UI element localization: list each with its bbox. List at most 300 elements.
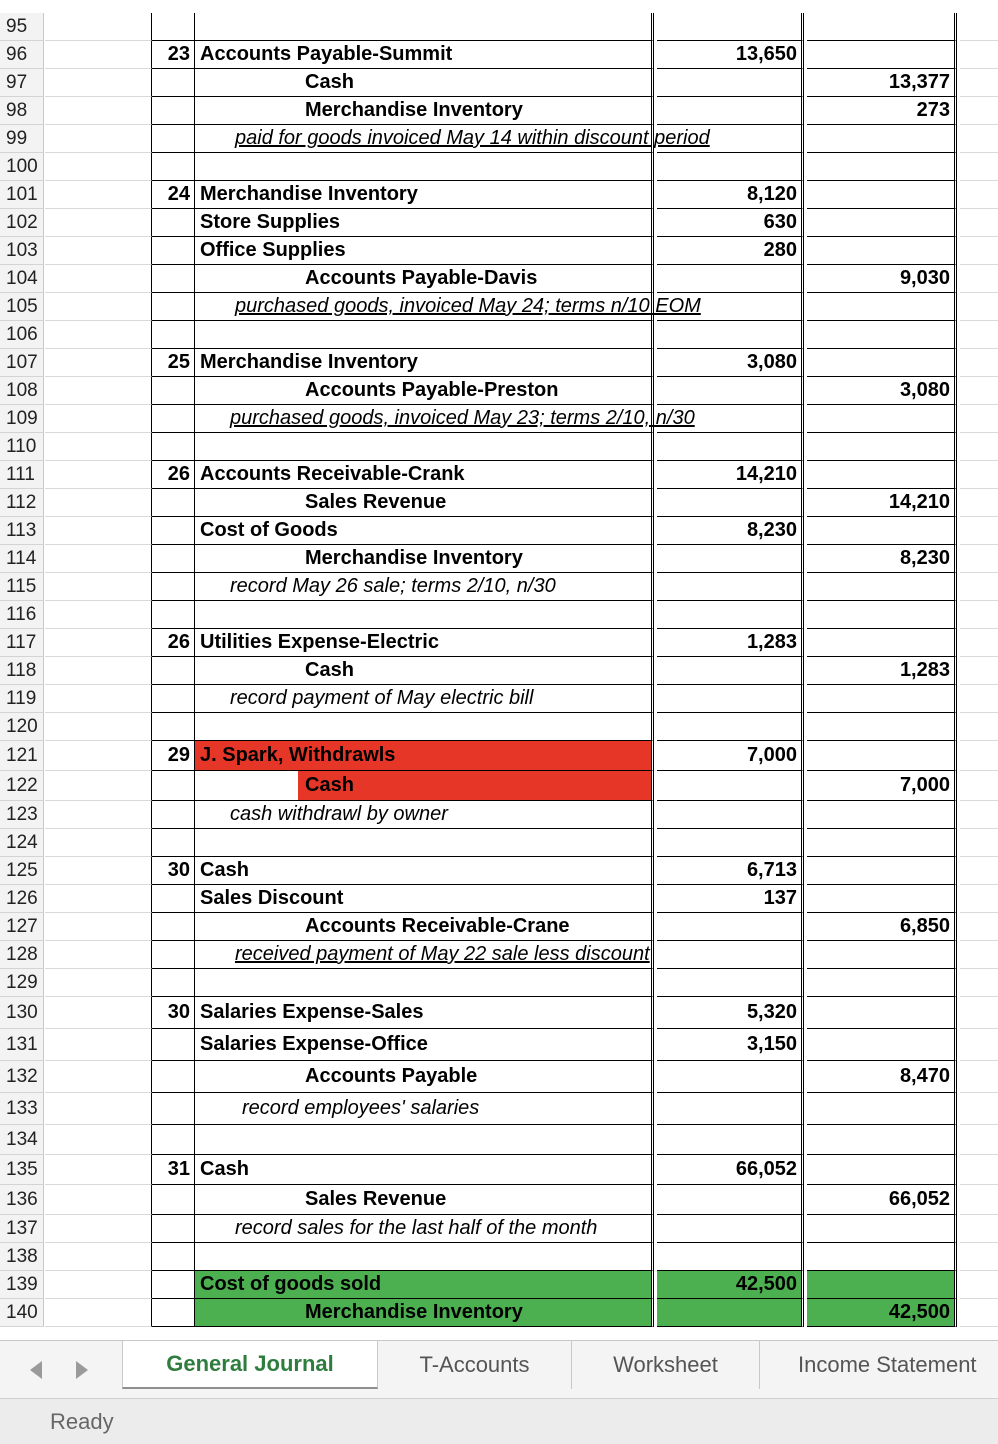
cell-credit[interactable] (807, 405, 957, 433)
cell-date[interactable] (152, 629, 195, 657)
cell-credit[interactable] (807, 377, 957, 405)
cell-credit[interactable] (807, 433, 957, 461)
cell-date[interactable] (152, 517, 195, 545)
cell-a[interactable] (45, 601, 152, 629)
cell-account[interactable] (195, 657, 654, 685)
cell-date[interactable] (152, 125, 195, 153)
cell-f[interactable] (960, 181, 998, 209)
cell-date[interactable] (152, 1061, 195, 1093)
cell-account[interactable] (195, 13, 654, 41)
cell-account[interactable] (195, 1093, 654, 1125)
cell-f[interactable] (960, 405, 998, 433)
cell-f[interactable] (960, 209, 998, 237)
cell-account[interactable] (195, 1243, 654, 1271)
cell-credit[interactable] (807, 125, 957, 153)
cell-account[interactable] (195, 517, 654, 545)
cell-a[interactable] (45, 349, 152, 377)
cell-credit[interactable] (807, 517, 957, 545)
cell-f[interactable] (960, 1155, 998, 1185)
row-header[interactable]: 116 (0, 601, 44, 629)
cell-a[interactable] (45, 125, 152, 153)
cell-account[interactable] (195, 1061, 654, 1093)
cell-account[interactable] (195, 405, 695, 433)
cell-account[interactable] (195, 941, 654, 969)
row-header[interactable]: 126 (0, 885, 44, 913)
cell-f[interactable] (960, 545, 998, 573)
cell-a[interactable] (45, 1061, 152, 1093)
cell-account[interactable] (195, 629, 654, 657)
cell-account[interactable] (195, 801, 654, 829)
cell-credit[interactable] (807, 629, 957, 657)
cell-f[interactable] (960, 489, 998, 517)
cell-date[interactable] (152, 941, 195, 969)
cell-f[interactable] (960, 97, 998, 125)
cell-credit[interactable] (807, 1215, 957, 1243)
row-header[interactable]: 130 (0, 997, 44, 1029)
cell-debit[interactable] (657, 941, 804, 969)
cell-account[interactable] (195, 1185, 654, 1215)
cell-a[interactable] (45, 573, 152, 601)
cell-account[interactable] (195, 1029, 654, 1061)
cell-a[interactable] (45, 293, 152, 321)
cell-a[interactable] (45, 857, 152, 885)
cell-account[interactable] (195, 573, 654, 601)
cell-credit[interactable] (807, 771, 957, 801)
cell-a[interactable] (45, 377, 152, 405)
cell-f[interactable] (960, 1061, 998, 1093)
cell-date[interactable] (152, 713, 195, 741)
row-header[interactable]: 106 (0, 321, 44, 349)
cell-f[interactable] (960, 741, 998, 771)
tab-worksheet[interactable]: Worksheet (572, 1341, 760, 1389)
row-header[interactable]: 119 (0, 685, 44, 713)
cell-a[interactable] (45, 657, 152, 685)
cell-account[interactable] (195, 181, 654, 209)
cell-credit[interactable] (807, 1029, 957, 1061)
row-header[interactable]: 133 (0, 1093, 44, 1125)
cell-debit[interactable] (657, 349, 804, 377)
cell-date[interactable] (152, 321, 195, 349)
cell-f[interactable] (960, 857, 998, 885)
cell-credit[interactable] (807, 601, 957, 629)
row-header[interactable]: 131 (0, 1029, 44, 1061)
cell-f[interactable] (960, 601, 998, 629)
cell-account[interactable] (195, 1299, 654, 1327)
cell-debit[interactable] (657, 997, 804, 1029)
cell-debit[interactable] (657, 517, 804, 545)
cell-debit[interactable] (657, 97, 804, 125)
cell-a[interactable] (45, 41, 152, 69)
cell-a[interactable] (45, 885, 152, 913)
cell-account[interactable] (195, 885, 654, 913)
cell-f[interactable] (960, 573, 998, 601)
cell-account[interactable] (195, 433, 654, 461)
cell-credit[interactable] (807, 997, 957, 1029)
cell-date[interactable] (152, 913, 195, 941)
cell-date[interactable] (152, 741, 195, 771)
cell-f[interactable] (960, 1271, 998, 1299)
cell-credit[interactable] (807, 969, 957, 997)
cell-a[interactable] (45, 829, 152, 857)
cell-account[interactable] (195, 913, 654, 941)
row-header[interactable]: 134 (0, 1125, 44, 1155)
cell-a[interactable] (45, 1155, 152, 1185)
cell-date[interactable] (152, 885, 195, 913)
cell-f[interactable] (960, 771, 998, 801)
cell-credit[interactable] (807, 829, 957, 857)
cell-account[interactable] (195, 1125, 654, 1155)
cell-date[interactable] (152, 857, 195, 885)
row-header[interactable]: 122 (0, 771, 44, 801)
cell-debit[interactable] (657, 41, 804, 69)
cell-f[interactable] (960, 885, 998, 913)
row-header[interactable]: 138 (0, 1243, 44, 1271)
cell-f[interactable] (960, 801, 998, 829)
cell-a[interactable] (45, 913, 152, 941)
cell-a[interactable] (45, 997, 152, 1029)
cell-f[interactable] (960, 69, 998, 97)
cell-debit[interactable] (657, 153, 804, 181)
cell-a[interactable] (45, 741, 152, 771)
row-header[interactable]: 129 (0, 969, 44, 997)
cell-a[interactable] (45, 321, 152, 349)
cell-debit[interactable] (657, 237, 804, 265)
cell-date[interactable] (152, 1029, 195, 1061)
row-header[interactable]: 97 (0, 69, 44, 97)
cell-debit[interactable] (657, 489, 804, 517)
cell-a[interactable] (45, 405, 152, 433)
cell-f[interactable] (960, 997, 998, 1029)
row-header[interactable]: 102 (0, 209, 44, 237)
cell-account[interactable] (195, 489, 654, 517)
cell-a[interactable] (45, 1093, 152, 1125)
cell-date[interactable] (152, 1215, 195, 1243)
cell-account[interactable] (195, 321, 654, 349)
cell-credit[interactable] (807, 237, 957, 265)
cell-date[interactable] (152, 1299, 195, 1327)
cell-date[interactable] (152, 153, 195, 181)
cell-f[interactable] (960, 1215, 998, 1243)
cell-f[interactable] (960, 913, 998, 941)
cell-f[interactable] (960, 1299, 998, 1327)
cell-date[interactable] (152, 1093, 195, 1125)
cell-f[interactable] (960, 1029, 998, 1061)
cell-debit[interactable] (657, 629, 804, 657)
cell-debit[interactable] (657, 545, 804, 573)
cell-debit[interactable] (657, 1271, 804, 1299)
cell-f[interactable] (960, 41, 998, 69)
row-header[interactable]: 136 (0, 1185, 44, 1215)
cell-date[interactable] (152, 181, 195, 209)
scroll-right-arrow-icon[interactable] (76, 1361, 88, 1379)
cell-account[interactable] (195, 1155, 654, 1185)
cell-a[interactable] (45, 517, 152, 545)
row-header[interactable]: 123 (0, 801, 44, 829)
cell-f[interactable] (960, 153, 998, 181)
scroll-left-arrow-icon[interactable] (30, 1361, 42, 1379)
cell-debit[interactable] (657, 741, 804, 771)
cell-f[interactable] (960, 685, 998, 713)
cell-f[interactable] (960, 293, 998, 321)
cell-a[interactable] (45, 801, 152, 829)
cell-a[interactable] (45, 153, 152, 181)
cell-a[interactable] (45, 13, 152, 41)
cell-credit[interactable] (807, 97, 957, 125)
cell-account[interactable] (195, 829, 654, 857)
cell-credit[interactable] (807, 857, 957, 885)
row-header[interactable]: 114 (0, 545, 44, 573)
cell-credit[interactable] (807, 545, 957, 573)
cell-f[interactable] (960, 517, 998, 545)
row-header[interactable]: 113 (0, 517, 44, 545)
row-header[interactable]: 110 (0, 433, 44, 461)
cell-date[interactable] (152, 573, 195, 601)
cell-debit[interactable] (657, 771, 804, 801)
cell-account[interactable] (195, 997, 654, 1029)
cell-date[interactable] (152, 97, 195, 125)
cell-a[interactable] (45, 181, 152, 209)
cell-debit[interactable] (657, 1061, 804, 1093)
cell-credit[interactable] (807, 657, 957, 685)
cell-a[interactable] (45, 629, 152, 657)
tab-general-journal[interactable]: General Journal (122, 1341, 378, 1389)
row-header[interactable]: 107 (0, 349, 44, 377)
row-header[interactable]: 99 (0, 125, 44, 153)
cell-f[interactable] (960, 969, 998, 997)
cell-date[interactable] (152, 1155, 195, 1185)
cell-f[interactable] (960, 657, 998, 685)
cell-date[interactable] (152, 293, 195, 321)
row-header[interactable]: 128 (0, 941, 44, 969)
tab-t-accounts[interactable]: T-Accounts (378, 1341, 572, 1389)
row-header[interactable]: 124 (0, 829, 44, 857)
row-header[interactable]: 103 (0, 237, 44, 265)
cell-credit[interactable] (807, 885, 957, 913)
cell-debit[interactable] (657, 209, 804, 237)
row-header[interactable]: 95 (0, 13, 44, 41)
row-header[interactable]: 117 (0, 629, 44, 657)
row-header[interactable]: 100 (0, 153, 44, 181)
cell-account[interactable] (195, 97, 654, 125)
row-header[interactable]: 105 (0, 293, 44, 321)
cell-account[interactable] (195, 125, 710, 153)
cell-credit[interactable] (807, 349, 957, 377)
cell-account[interactable] (195, 41, 654, 69)
cell-account[interactable] (195, 293, 701, 321)
cell-debit[interactable] (657, 857, 804, 885)
row-header[interactable]: 104 (0, 265, 44, 293)
cell-debit[interactable] (657, 913, 804, 941)
cell-account[interactable] (195, 265, 654, 293)
cell-a[interactable] (45, 461, 152, 489)
cell-credit[interactable] (807, 13, 957, 41)
cell-debit[interactable] (657, 685, 804, 713)
cell-account[interactable] (195, 969, 654, 997)
row-header[interactable]: 140 (0, 1299, 44, 1327)
cell-debit[interactable] (657, 1185, 804, 1215)
cell-debit[interactable] (657, 573, 804, 601)
cell-credit[interactable] (807, 1271, 957, 1299)
cell-a[interactable] (45, 1299, 152, 1327)
cell-account[interactable] (195, 601, 654, 629)
cell-f[interactable] (960, 941, 998, 969)
cell-account[interactable] (195, 857, 654, 885)
cell-date[interactable] (152, 685, 195, 713)
cell-date[interactable] (152, 1185, 195, 1215)
cell-f[interactable] (960, 1243, 998, 1271)
cell-f[interactable] (960, 321, 998, 349)
cell-date[interactable] (152, 209, 195, 237)
cell-date[interactable] (152, 771, 195, 801)
cell-debit[interactable] (657, 885, 804, 913)
cell-credit[interactable] (807, 713, 957, 741)
cell-date[interactable] (152, 657, 195, 685)
cell-f[interactable] (960, 349, 998, 377)
cell-date[interactable] (152, 13, 195, 41)
cell-a[interactable] (45, 265, 152, 293)
cell-a[interactable] (45, 685, 152, 713)
cell-debit[interactable] (657, 969, 804, 997)
cell-a[interactable] (45, 969, 152, 997)
cell-date[interactable] (152, 997, 195, 1029)
cell-credit[interactable] (807, 489, 957, 517)
cell-a[interactable] (45, 489, 152, 517)
cell-date[interactable] (152, 489, 195, 517)
cell-account[interactable] (195, 349, 654, 377)
cell-f[interactable] (960, 713, 998, 741)
cell-date[interactable] (152, 1271, 195, 1299)
cell-date[interactable] (152, 461, 195, 489)
row-header[interactable]: 118 (0, 657, 44, 685)
cell-f[interactable] (960, 461, 998, 489)
cell-credit[interactable] (807, 573, 957, 601)
row-header[interactable]: 139 (0, 1271, 44, 1299)
cell-f[interactable] (960, 125, 998, 153)
cell-account[interactable] (195, 1215, 654, 1243)
row-header[interactable]: 135 (0, 1155, 44, 1185)
cell-f[interactable] (960, 237, 998, 265)
cell-debit[interactable] (657, 1243, 804, 1271)
cell-f[interactable] (960, 1185, 998, 1215)
cell-debit[interactable] (657, 801, 804, 829)
cell-debit[interactable] (657, 461, 804, 489)
cell-account[interactable] (195, 1271, 654, 1299)
cell-a[interactable] (45, 713, 152, 741)
row-header[interactable]: 115 (0, 573, 44, 601)
cell-a[interactable] (45, 771, 152, 801)
cell-f[interactable] (960, 1093, 998, 1125)
cell-credit[interactable] (807, 69, 957, 97)
cell-debit[interactable] (657, 265, 804, 293)
cell-date[interactable] (152, 1243, 195, 1271)
cell-debit[interactable] (657, 1093, 804, 1125)
cell-credit[interactable] (807, 321, 957, 349)
cell-f[interactable] (960, 377, 998, 405)
cell-debit[interactable] (657, 1299, 804, 1327)
cell-debit[interactable] (657, 1125, 804, 1155)
tab-income-statement[interactable]: Income Statement (798, 1352, 977, 1377)
cell-a[interactable] (45, 1185, 152, 1215)
cell-credit[interactable] (807, 293, 957, 321)
cell-credit[interactable] (807, 913, 957, 941)
cell-date[interactable] (152, 969, 195, 997)
cell-debit[interactable] (657, 433, 804, 461)
cell-date[interactable] (152, 69, 195, 97)
cell-debit[interactable] (657, 657, 804, 685)
cell-credit[interactable] (807, 41, 957, 69)
cell-debit[interactable] (657, 829, 804, 857)
cell-a[interactable] (45, 97, 152, 125)
cell-debit[interactable] (657, 601, 804, 629)
cell-credit[interactable] (807, 1243, 957, 1271)
cell-f[interactable] (960, 433, 998, 461)
cell-credit[interactable] (807, 1299, 957, 1327)
cell-date[interactable] (152, 237, 195, 265)
cell-credit[interactable] (807, 941, 957, 969)
row-header[interactable]: 96 (0, 41, 44, 69)
cell-date[interactable] (152, 433, 195, 461)
row-header[interactable]: 108 (0, 377, 44, 405)
cell-credit[interactable] (807, 1061, 957, 1093)
row-header[interactable]: 109 (0, 405, 44, 433)
cell-credit[interactable] (807, 801, 957, 829)
cell-account[interactable] (195, 685, 654, 713)
cell-account[interactable] (195, 69, 654, 97)
cell-account[interactable] (195, 461, 654, 489)
row-header[interactable]: 137 (0, 1215, 44, 1243)
cell-credit[interactable] (807, 265, 957, 293)
cell-debit[interactable] (657, 181, 804, 209)
cell-date[interactable] (152, 1125, 195, 1155)
cell-debit[interactable] (657, 1155, 804, 1185)
cell-account[interactable] (195, 771, 654, 801)
cell-date[interactable] (152, 601, 195, 629)
cell-a[interactable] (45, 1029, 152, 1061)
cell-credit[interactable] (807, 1185, 957, 1215)
cell-f[interactable] (960, 629, 998, 657)
cell-account[interactable] (195, 377, 654, 405)
cell-a[interactable] (45, 1243, 152, 1271)
cell-a[interactable] (45, 433, 152, 461)
cell-debit[interactable] (657, 377, 804, 405)
cell-credit[interactable] (807, 209, 957, 237)
cell-credit[interactable] (807, 181, 957, 209)
cell-account[interactable] (195, 153, 654, 181)
row-header[interactable]: 132 (0, 1061, 44, 1093)
cell-credit[interactable] (807, 1155, 957, 1185)
cell-credit[interactable] (807, 1125, 957, 1155)
cell-account[interactable] (195, 545, 654, 573)
cell-debit[interactable] (657, 713, 804, 741)
cell-a[interactable] (45, 237, 152, 265)
cell-debit[interactable] (657, 1215, 804, 1243)
cell-date[interactable] (152, 829, 195, 857)
cell-account[interactable] (195, 713, 654, 741)
cell-a[interactable] (45, 545, 152, 573)
row-header[interactable]: 101 (0, 181, 44, 209)
cell-date[interactable] (152, 265, 195, 293)
cell-debit[interactable] (657, 69, 804, 97)
cell-a[interactable] (45, 1271, 152, 1299)
row-header[interactable]: 111 (0, 461, 44, 489)
cell-credit[interactable] (807, 685, 957, 713)
cell-date[interactable] (152, 349, 195, 377)
cell-date[interactable] (152, 545, 195, 573)
cell-account[interactable] (195, 209, 654, 237)
cell-f[interactable] (960, 265, 998, 293)
cell-debit[interactable] (657, 1029, 804, 1061)
cell-a[interactable] (45, 69, 152, 97)
